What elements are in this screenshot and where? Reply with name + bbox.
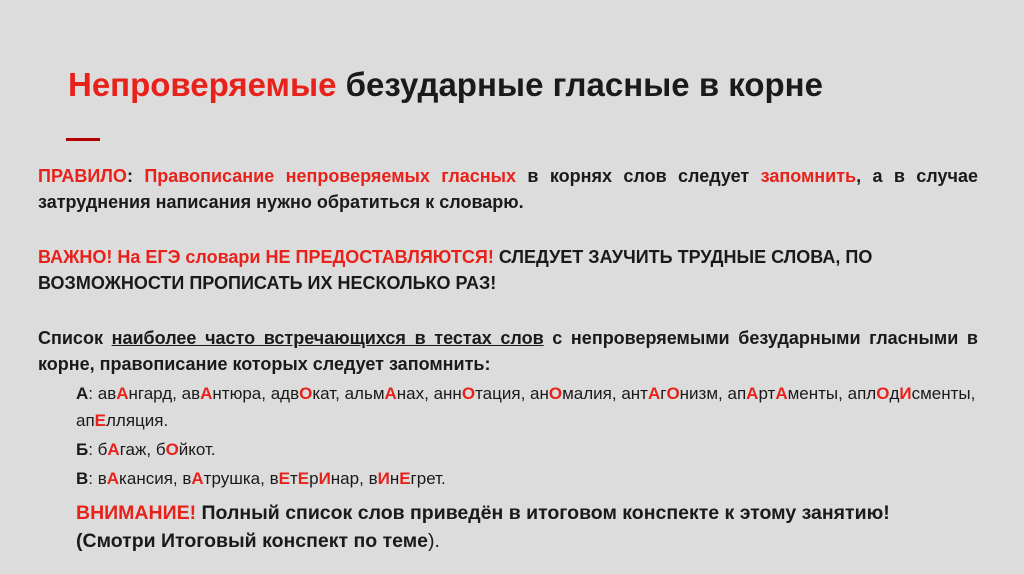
word-part: б	[155, 440, 166, 459]
group-letter-label: Б	[76, 440, 89, 459]
word-part: кат	[312, 384, 336, 403]
list-intro-paragraph	[38, 325, 978, 377]
rule-label: ПРАВИЛО	[38, 166, 127, 186]
highlighted-vowel: Е	[278, 469, 290, 488]
highlighted-vowel: Е	[399, 469, 411, 488]
dictionary-word	[182, 469, 260, 488]
word-part: г	[660, 384, 667, 403]
attention-text: Полный список слов приведён в итоговом конспекте к этому занятию! (Смотри Итоговый конспект по теме	[76, 502, 890, 552]
word-part: трушка	[203, 469, 261, 488]
word-part: в	[269, 469, 279, 488]
dictionary-word	[345, 384, 425, 403]
word-part: н	[389, 469, 400, 488]
word-part: грет	[410, 469, 441, 488]
highlighted-vowel: О	[548, 384, 563, 403]
rule-text-mid: в корнях слов следует	[516, 166, 761, 186]
rule-colon: :	[126, 166, 145, 186]
word-part: нах	[396, 384, 425, 403]
word-part: йкот	[178, 440, 211, 459]
highlighted-vowel: И	[318, 469, 331, 488]
word-part: в	[182, 469, 192, 488]
word-part: ант	[621, 384, 648, 403]
slide-title	[68, 66, 1008, 104]
highlighted-vowel: А	[200, 384, 213, 403]
word-part: т	[289, 469, 298, 488]
attention-highlight: ВНИМАНИЕ!	[76, 502, 197, 524]
word-part: б	[97, 440, 108, 459]
highlighted-vowel: А	[116, 384, 129, 403]
attention-close: ).	[427, 530, 440, 552]
rule-text-rest: , а в случае затруднения написания нужно обратиться к словарю.	[38, 166, 978, 212]
word-part: в	[368, 469, 378, 488]
word-part: анн	[433, 384, 462, 403]
word-part: менты	[787, 384, 839, 403]
highlighted-vowel: А	[106, 469, 120, 488]
highlighted-vowel: О	[461, 384, 476, 403]
word-part: ап	[76, 411, 95, 430]
highlighted-vowel: О	[666, 384, 680, 403]
highlighted-vowel: А	[191, 469, 204, 488]
word-part: лляция	[106, 411, 164, 430]
word-part: сменты	[911, 384, 971, 403]
word-group-a: А: авАнгард, авАнтюра, адвОкат, альмАнах, аннОтация, анОмалия, антАгОнизм, апАртАменты, аплОдИсменты, апЕлляция.	[76, 384, 976, 430]
list-intro-start: Список	[38, 328, 112, 348]
important-text: СЛЕДУЕТ ЗАУЧИТЬ ТРУДНЫЕ СЛОВА, ПО ВОЗМОЖНОСТИ ПРОПИСАТЬ ИХ НЕСКОЛЬКО РАЗ!	[38, 247, 873, 293]
rule-highlight-1: Правописание непроверяемых гласных	[144, 166, 517, 186]
word-part: р	[309, 469, 319, 488]
word-part: гаж	[119, 440, 147, 459]
word-part: ав	[97, 384, 117, 403]
dictionary-word	[848, 384, 971, 403]
word-part: нгард	[128, 384, 173, 403]
highlighted-vowel: И	[899, 384, 912, 403]
dictionary-word	[621, 384, 718, 403]
dictionary-word	[98, 384, 172, 403]
word-part: ап	[727, 384, 747, 403]
word-part: рт	[758, 384, 776, 403]
highlighted-vowel: А	[746, 384, 759, 403]
word-part: апл	[847, 384, 877, 403]
word-part: малия	[562, 384, 612, 403]
word-part: нар	[330, 469, 360, 488]
highlighted-vowel: Е	[94, 411, 107, 430]
dictionary-word	[369, 469, 441, 488]
important-highlight: ВАЖНО! На ЕГЭ словари НЕ ПРЕДОСТАВЛЯЮТСЯ!	[38, 247, 494, 267]
title-highlight: Непроверяемые	[68, 66, 337, 103]
dictionary-word	[530, 384, 612, 403]
highlighted-vowel: А	[775, 384, 788, 403]
dictionary-word	[76, 411, 164, 430]
word-part: ав	[181, 384, 201, 403]
word-group-b: Б: бАгаж, бОйкот.	[76, 440, 216, 459]
highlighted-vowel: А	[647, 384, 661, 403]
group-letter-label: В	[76, 469, 89, 488]
dictionary-word	[270, 469, 360, 488]
word-part: нтюра	[212, 384, 262, 403]
highlighted-vowel: Е	[297, 469, 310, 488]
word-part: ан	[530, 384, 549, 403]
dictionary-word	[728, 384, 839, 403]
dictionary-word	[271, 384, 335, 403]
dictionary-word	[98, 469, 173, 488]
dictionary-word	[434, 384, 521, 403]
word-part: тация	[475, 384, 521, 403]
highlighted-vowel: О	[165, 440, 179, 459]
word-part: адв	[270, 384, 300, 403]
rule-highlight-2: запомнить	[760, 166, 857, 186]
highlighted-vowel: А	[107, 440, 120, 459]
highlighted-vowel: О	[876, 384, 890, 403]
dictionary-word	[182, 384, 262, 403]
group-letter-label: А	[76, 384, 89, 403]
title-rest: безударные гласные в корне	[345, 66, 823, 103]
rule-paragraph	[38, 163, 978, 215]
word-part: д	[889, 384, 900, 403]
important-paragraph	[38, 244, 978, 296]
list-intro-underlined: наиболее часто встречающихся в тестах слов	[111, 328, 544, 348]
word-part: низм	[679, 384, 719, 403]
dictionary-word	[98, 440, 147, 459]
highlighted-vowel: И	[377, 469, 390, 488]
list-intro-end: с непроверяемыми безударными гласными в корне, правописание которых следует запомнить:	[38, 328, 978, 374]
word-part: в	[97, 469, 107, 488]
dictionary-word	[156, 440, 211, 459]
word-part: кансия	[119, 469, 173, 488]
highlighted-vowel: О	[299, 384, 313, 403]
word-part: альм	[344, 384, 385, 403]
highlighted-vowel: А	[384, 384, 397, 403]
word-group-v: В: вАкансия, вАтрушка, вЕтЕрИнар, вИнЕгрет.	[76, 469, 446, 488]
title-underline-dash	[66, 138, 100, 141]
attention-paragraph	[76, 499, 936, 555]
